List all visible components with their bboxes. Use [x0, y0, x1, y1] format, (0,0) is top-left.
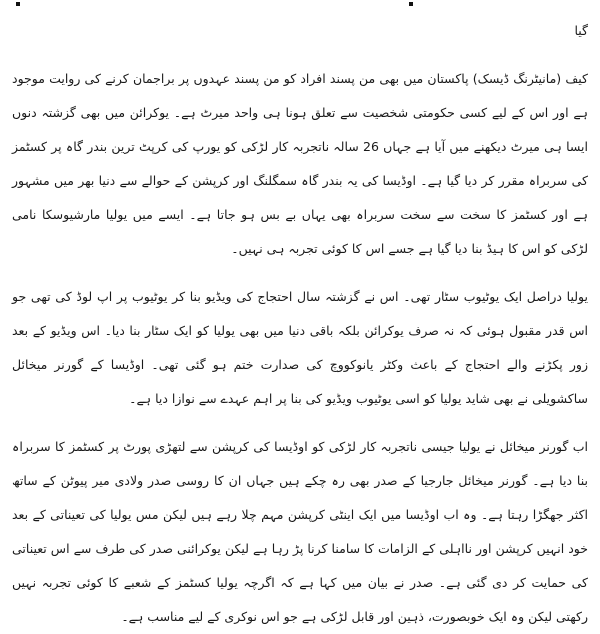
paragraph-gap [12, 416, 588, 430]
top-edge [0, 0, 600, 6]
paragraph-2: یولیا دراصل ایک یوٹیوب سٹار تھی۔ اس نے گزشتہ سال احتجاج کی ویڈیو بنا کر یوٹیوب پر اپ لوڈ کی تھی جو اس قدر مقبول ہوئی کہ نہ صرف یوکرائن بلکہ باقی دنیا میں بھی یولیا کو ایک سٹار بنا دیا۔ اس ویڈیو کے بعد زور پکڑنے والے احتجاج کے باعث وکٹر یانوکووچ کی صدارت ختم ہو گئی تھی۔ اوڈیسا کے گورنر میخائل ساکشویلی نے بھی شاید یولیا کو اسی یوٹیوب ویڈیو کی بنا پر اہم عہدے سے نوازا دیا ہے۔ [12, 289, 588, 406]
paragraph-3: اب گورنر میخائل نے یولیا جیسی ناتجربہ کار لڑکی کو اوڈیسا کی کرپشن سے لتھڑی پورٹ پر کسٹمز کا سربراہ بنا دیا ہے۔ گورنر میخائل جارجیا کے صدر بھی رہ چکے ہیں جہاں ان کا روسی صدر ولادی میر پیوٹن کے ساتھ اکثر جھگڑا رہتا ہے۔ وہ اب اوڈیسا میں ایک اینٹی کرپشن مہم چلا رہے ہیں لیکن مس یولیا کی تعیناتی کے بعد خود انہیں کرپشن اور نااہلی کے الزامات کا سامنا کرنا پڑ رہا ہے لیکن یوکرائنی صدر کی طرف سے اس تعیناتی کی حمایت کر دی گئی ہے۔ صدر نے بیان میں کہا ہے کہ اگرچہ یولیا کسٹمز کے شعبے کا کوئی تجربہ نہیں رکھتی لیکن وہ ایک خوبصورت، ذہین اور قابل لڑکی ہے جو اس نوکری کے لیے مناسب ہے۔ [12, 439, 588, 624]
paragraph-1: کیف (مانیٹرنگ ڈیسک) پاکستان میں بھی من پسند افراد کو من پسند عہدوں پر براجمان کرنے کی روایت موجود ہے اور اس کے لیے کسی حکومتی شخصیت سے تعلق ہونا ہی واحد میرٹ ہے۔ یوکرائن میں بھی گزشتہ دنوں ایسا ہی میرٹ دیکھنے میں آیا ہے جہاں 26 سالہ ناتجربہ کار لڑکی کو یورپ کی کرپٹ ترین بندر گاہ پر کسٹمز کی سربراہ مقرر کر دیا گیا ہے۔ اوڈیسا کی یہ بندر گاہ سمگلنگ اور کرپشن کے حوالے سے دنیا بھر میں مشہور ہے اور کسٹمز کا سخت سے سخت سربراہ بھی یہاں بے بس ہو جاتا ہے۔ ایسے میں یولیا مارشیوسکا نامی لڑکی کو اس کا ہیڈ بنا دیا گیا ہے جسے اس کا کوئی تجربہ ہی نہیں۔ [12, 71, 589, 256]
paragraph-gap [12, 266, 588, 280]
paragraph-gap [12, 48, 588, 62]
continued-line: گیا [574, 23, 588, 38]
cut-off-text-fragment [16, 2, 20, 6]
article-body [12, 14, 588, 634]
cut-off-text-fragment [409, 2, 413, 6]
